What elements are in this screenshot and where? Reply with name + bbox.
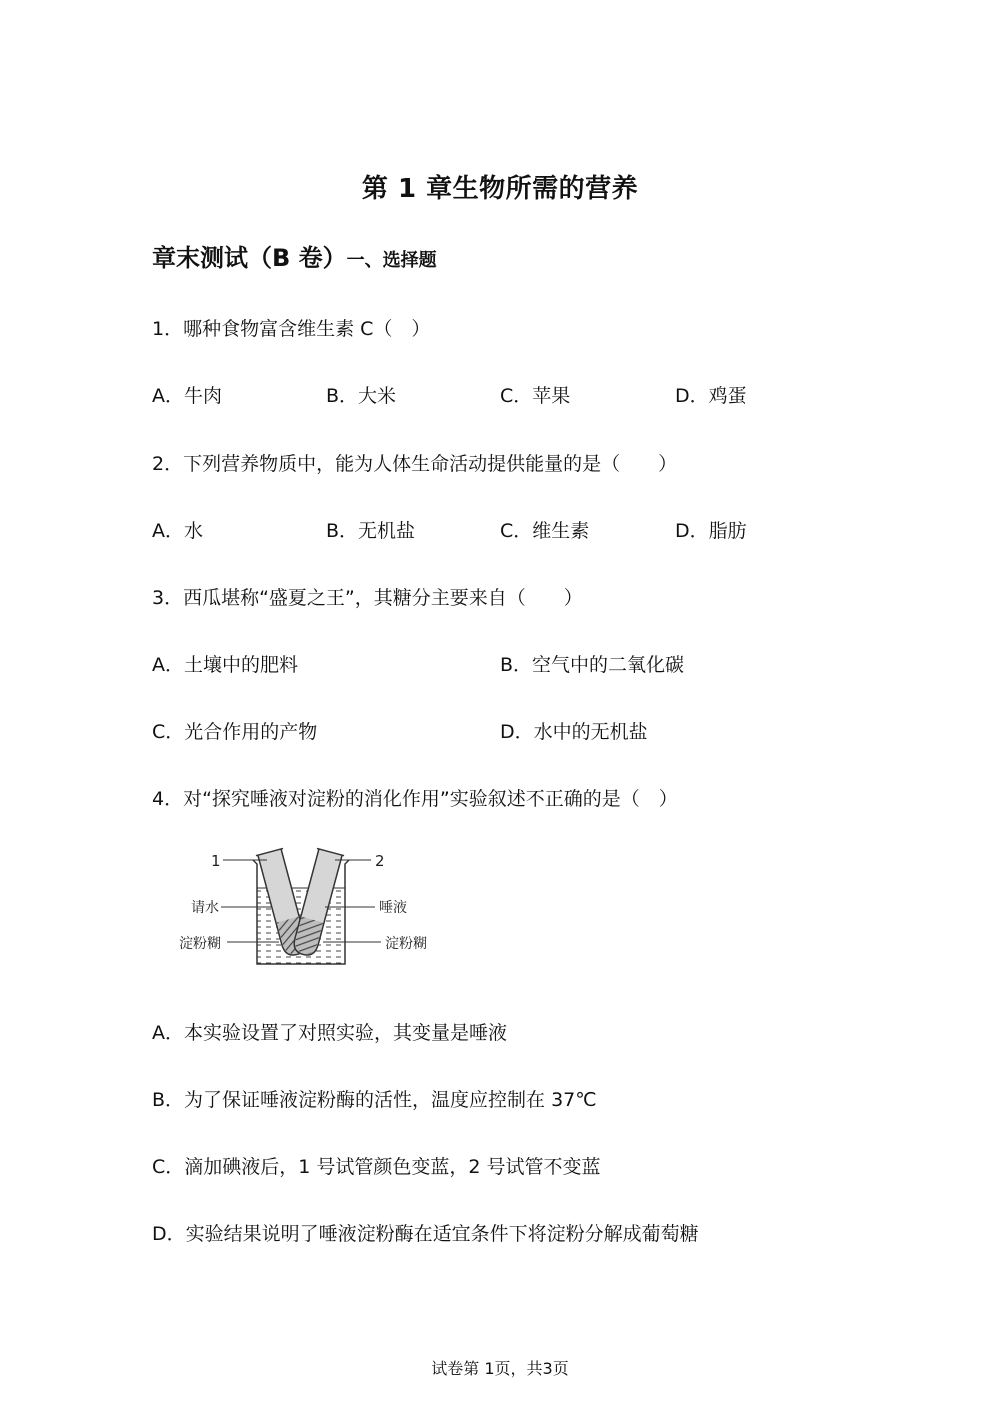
chapter-test-heading: 章末测试（B 卷）	[152, 244, 347, 272]
question-3-option-d: D．水中的无机盐	[500, 721, 648, 743]
question-3-option-c: C．光合作用的产物	[152, 721, 318, 743]
question-4-option-a: A．本实验设置了对照实验，其变量是唾液	[152, 1022, 507, 1044]
question-2-option-b: B．无机盐	[326, 520, 416, 542]
section-subheading: 一、选择题	[346, 250, 437, 271]
question-3-option-b: B．空气中的二氧化碳	[500, 654, 685, 676]
question-3-stem: 3．西瓜堪称“盛夏之王”，其糖分主要来自（ ）	[152, 587, 583, 609]
question-4-option-b: B．为了保证唾液淀粉酶的活性，温度应控制在 37℃	[152, 1089, 597, 1111]
section-heading	[152, 238, 437, 273]
question-1-stem: 1．哪种食物富含维生素 C（ ）	[152, 318, 431, 340]
question-4-option-c: C．滴加碘液后，1 号试管颜色变蓝，2 号试管不变蓝	[152, 1156, 601, 1178]
label-starch-right: 淀粉糊	[385, 936, 427, 952]
question-1-option-a: A．牛肉	[152, 385, 222, 407]
question-2-stem: 2．下列营养物质中，能为人体生命活动提供能量的是（ ）	[152, 453, 678, 475]
page-footer: 试卷第 1页，共3页	[431, 1359, 569, 1378]
question-2-option-c: C．维生素	[500, 520, 590, 542]
experiment-diagram	[175, 840, 435, 970]
question-2-option-d: D．脂肪	[675, 520, 747, 542]
question-1-option-c: C．苹果	[500, 385, 571, 407]
question-1-option-d: D．鸡蛋	[675, 385, 747, 407]
question-2-option-a: A．水	[152, 520, 203, 542]
label-starch-left: 淀粉糊	[179, 936, 221, 952]
question-4-option-d: D．实验结果说明了唾液淀粉酶在适宜条件下将淀粉分解成葡萄糖	[152, 1223, 699, 1245]
page-title: 第 1 章生物所需的营养	[361, 174, 639, 204]
question-4-stem: 4．对“探究唾液对淀粉的消化作用”实验叙述不正确的是（ ）	[152, 788, 678, 810]
tube-1-label: 1	[211, 852, 221, 870]
tube-2-label: 2	[375, 852, 385, 870]
label-saliva: 唾液	[379, 900, 407, 916]
question-1-option-b: B．大米	[326, 385, 397, 407]
label-water: 请水	[191, 900, 219, 916]
question-3-option-a: A．土壤中的肥料	[152, 654, 298, 676]
